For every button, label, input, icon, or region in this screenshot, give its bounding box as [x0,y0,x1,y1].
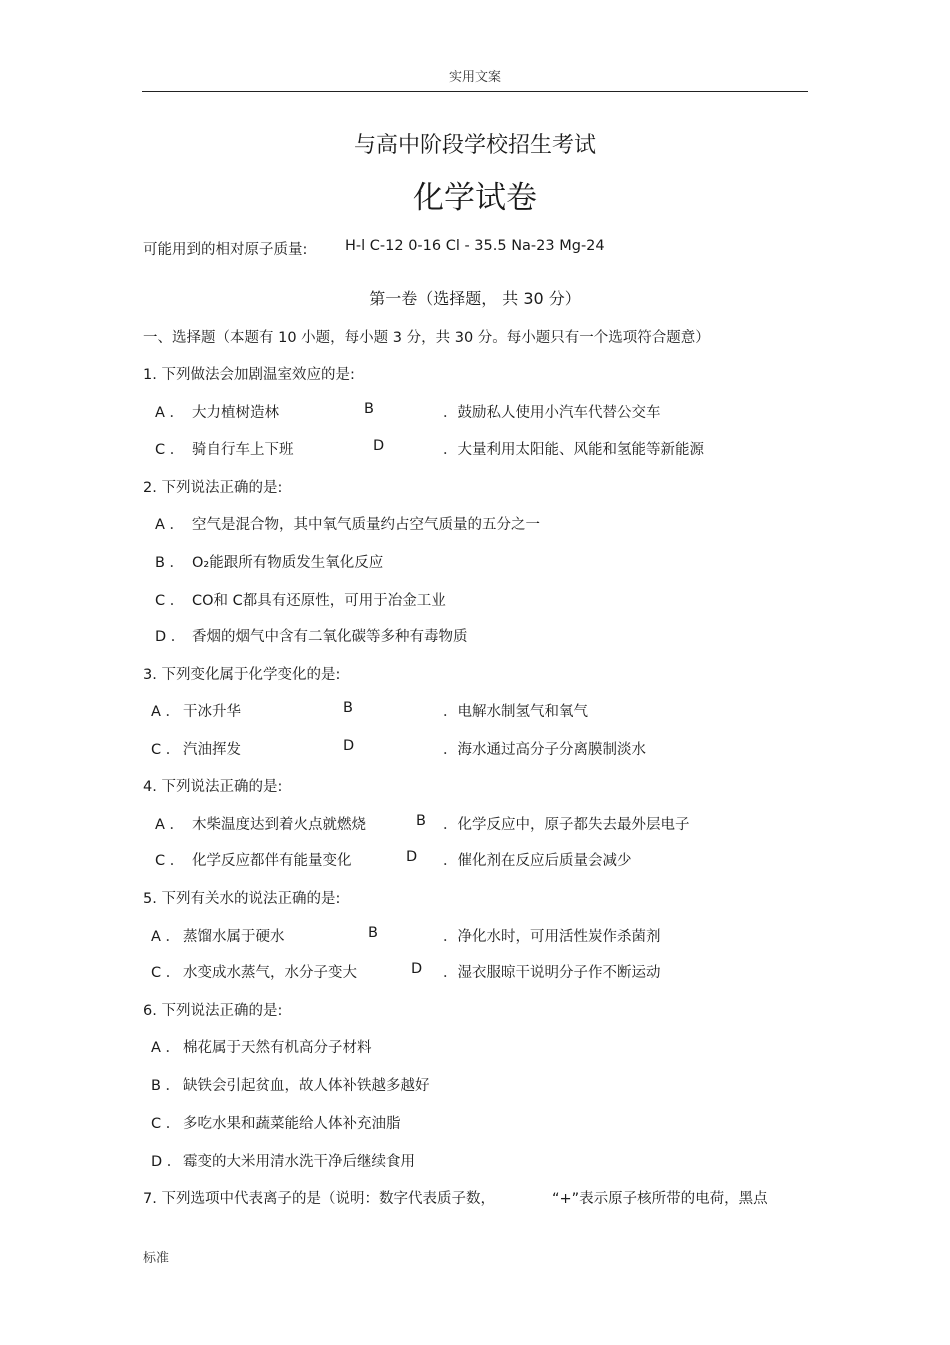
question-stem: 1. 下列做法会加剧温室效应的是: [143,367,355,383]
exam-title: 与高中阶段学校招生考试 [353,133,596,158]
header-rule [142,91,808,92]
option-text: 骑自行车上下班 [192,442,294,458]
question-stem: 6. 下列说法正确的是: [143,1003,283,1019]
option-text: ．大量利用太阳能、风能和氢能等新能源 [443,442,704,458]
option-text: ．湿衣服晾干说明分子作不断运动 [443,965,661,981]
option-text: 香烟的烟气中含有二氧化碳等多种有毒物质 [192,629,468,645]
option-letter: D ． [155,629,186,645]
option-letter: B ． [151,1078,181,1094]
option-text: ．海水通过高分子分离膜制淡水 [443,742,646,758]
option-text: O₂能跟所有物质发生氧化反应 [192,555,384,571]
option-letter: B ． [155,555,185,571]
option-text: ．电解水制氢气和氧气 [443,704,588,720]
option-text: 木柴温度达到着火点就燃烧 [192,817,366,833]
question-stem: 2. 下列说法正确的是: [143,480,283,496]
option-letter: C ． [155,593,185,609]
section-instructions: 一、选择题（本题有 10 小题，每小题 3 分，共 30 分。每小题只有一个选项符合题意） [143,330,710,346]
option-text: ．净化水时，可用活性炭作杀菌剂 [443,929,661,945]
option-letter: A ． [151,704,181,720]
option-text: 蒸馏水属于硬水 [183,929,285,945]
option-letter: D [373,438,385,454]
option-letter: C ． [155,853,185,869]
option-text: ．化学反应中，原子都失去最外层电子 [443,817,690,833]
option-text: 缺铁会引起贫血，故人体补铁越多越好 [183,1078,430,1094]
option-text: 空气是混合物，其中氧气质量约占空气质量的五分之一 [192,517,540,533]
option-letter: B [368,925,378,941]
option-letter: A ． [155,817,185,833]
option-text: 水变成水蒸气，水分子变大 [183,965,357,981]
question-stem: 7. 下列选项中代表离子的是（说明：数字代表质子数， [143,1191,495,1207]
option-letter: A ． [155,517,185,533]
option-letter: C ． [151,742,181,758]
option-text: CO和 C都具有还原性，可用于冶金工业 [192,593,446,609]
option-letter: D [343,738,355,754]
section-title: 第一卷（选择题， 共 30 分） [369,289,581,308]
atomic-mass-label: 可能用到的相对原子质量: [143,242,308,258]
option-text: 汽油挥发 [183,742,241,758]
option-letter: C ． [151,1116,181,1132]
option-letter: D [411,961,423,977]
question-stem: 4. 下列说法正确的是: [143,779,283,795]
atomic-mass-values: H-l C-12 0-16 Cl - 35.5 Na-23 Mg-24 [345,238,605,254]
page-header: 实用文案 [448,70,501,85]
option-letter: D [406,849,418,865]
option-letter: B [343,700,353,716]
option-letter: B [364,401,374,417]
question-stem-continued: “+”表示原子核所带的电荷，黑点 [552,1191,768,1207]
option-letter: C ． [155,442,185,458]
page-footer: 标准 [143,1251,170,1266]
question-stem: 5. 下列有关水的说法正确的是: [143,891,341,907]
option-text: ．鼓励私人使用小汽车代替公交车 [443,405,661,421]
option-letter: A ． [151,1040,181,1056]
option-letter: B [416,813,426,829]
option-text: 化学反应都伴有能量变化 [192,853,352,869]
option-letter: D ． [151,1154,182,1170]
option-letter: C ． [151,965,181,981]
option-text: 大力植树造林 [192,405,279,421]
option-text: 棉花属于天然有机高分子材料 [183,1040,372,1056]
question-stem: 3. 下列变化属于化学变化的是: [143,667,341,683]
exam-subject-title: 化学试卷 [413,180,537,216]
option-letter: A ． [151,929,181,945]
option-text: ．催化剂在反应后质量会减少 [443,853,632,869]
option-letter: A ． [155,405,185,421]
option-text: 霉变的大米用清水洗干净后继续食用 [183,1154,415,1170]
option-text: 多吃水果和蔬菜能给人体补充油脂 [183,1116,401,1132]
option-text: 干冰升华 [183,704,241,720]
